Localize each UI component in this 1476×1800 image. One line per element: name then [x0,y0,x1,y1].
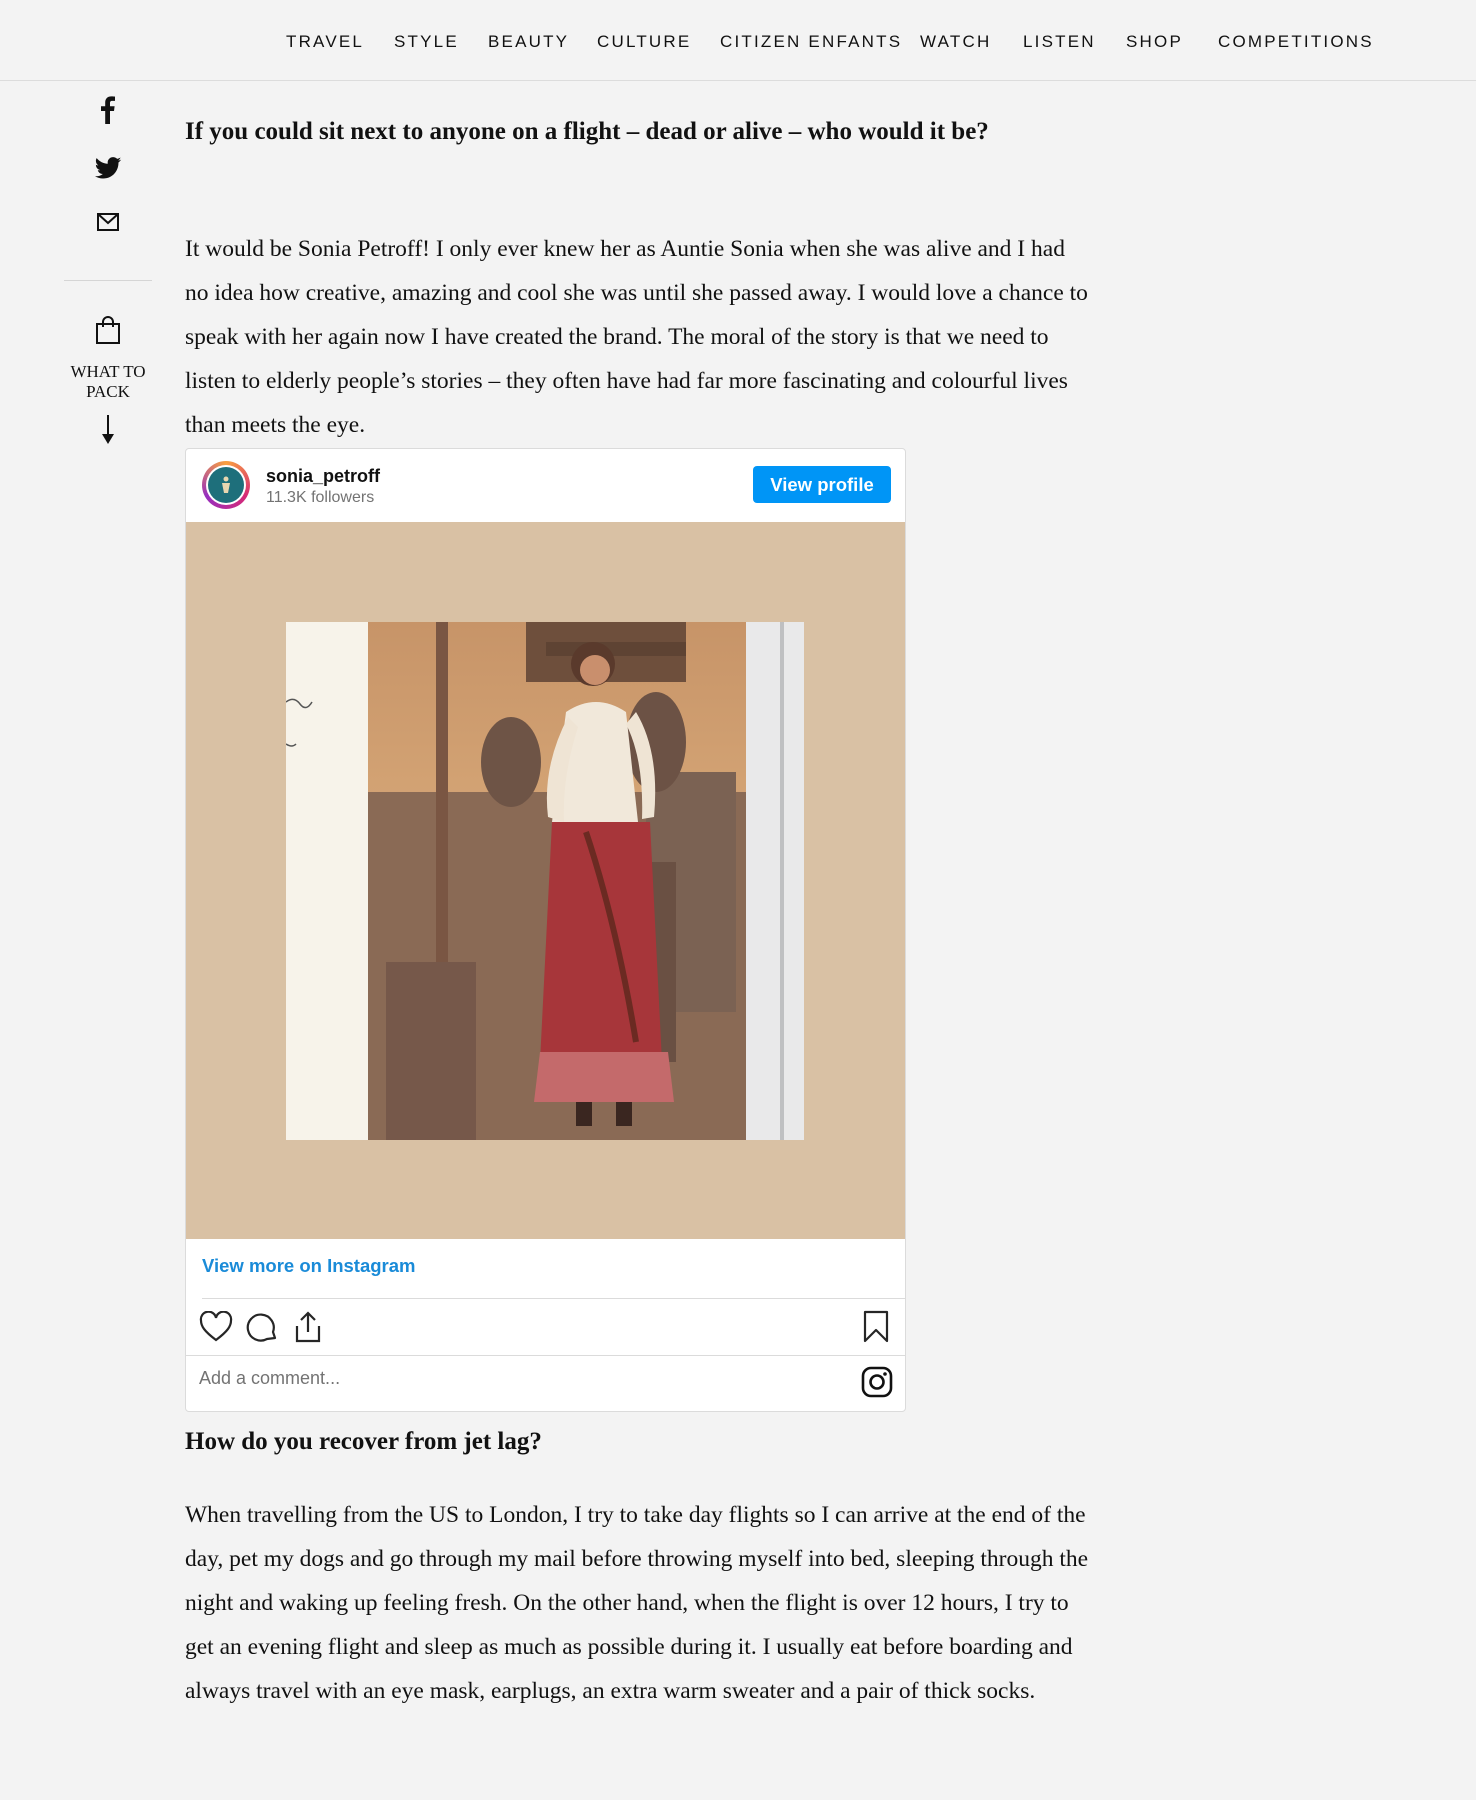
arrow-down-icon[interactable] [92,414,124,446]
shopping-bag-icon[interactable] [92,314,124,346]
follower-count: 11.3K followers [266,489,375,506]
divider [186,1355,905,1356]
vintage-photo-image [286,622,804,1140]
instagram-header [186,449,905,522]
nav-item-style[interactable]: STYLE [394,32,459,51]
nav-item-citizen-enfants[interactable]: CITIZEN ENFANTS [720,32,903,51]
view-profile-button[interactable]: View profile [753,466,891,503]
view-more-link[interactable]: View more on Instagram [202,1255,416,1276]
instagram-actions [186,1299,905,1355]
question-heading: How do you recover from jet lag? [185,1428,542,1455]
instagram-logo-icon[interactable] [861,1366,893,1398]
heart-icon[interactable] [198,1309,234,1345]
question-heading: If you could sit next to anyone on a flight – dead or alive – who would it be? [185,118,989,145]
share-icon[interactable] [290,1309,326,1345]
instagram-photo[interactable] [186,522,905,1239]
email-icon[interactable] [92,206,124,238]
avatar[interactable] [202,461,250,509]
nav-item-beauty[interactable]: BEAUTY [488,32,570,51]
instagram-embed [185,448,906,1412]
what-to-pack-label[interactable]: WHAT TO PACK [70,362,146,401]
bookmark-icon[interactable] [858,1309,894,1345]
nav-item-watch[interactable]: WATCH [920,32,992,51]
facebook-icon[interactable] [92,94,124,126]
avatar-logo-icon [219,475,233,495]
comment-icon[interactable] [244,1309,280,1345]
nav-item-listen[interactable]: LISTEN [1023,32,1096,51]
nav-item-travel[interactable]: TRAVEL [286,32,365,51]
nav-item-culture[interactable]: CULTURE [597,32,692,51]
comment-input[interactable]: Add a comment... [199,1368,341,1388]
answer-paragraph: When travelling from the US to London, I try to take day flights so I can arrive at the end of the day, pet my dogs and go through my mail before throwing myself into bed, sleeping through the night and waking up feeling fresh. On the other hand, when the flight is over 12 hours, I try to get an evening flight and sleep as much as possible during it. I usually eat before boarding and always travel with an eye mask, earplugs, an extra warm sweater and a pair of thick socks. [185,1502,1089,1704]
top-navigation [0,0,1476,81]
twitter-icon[interactable] [92,152,124,184]
answer-paragraph: It would be Sonia Petroff! I only ever knew her as Auntie Sonia when she was alive and I had no idea how creative, amazing and cool she was until she passed away. I would love a chance to speak with her again now I have created the brand. The moral of the story is that we need to listen to elderly people’s stories – they often have had far more fascinating and colourful lives than meets the eye. [185,236,1088,438]
nav-menu [0,0,1476,80]
nav-item-competitions[interactable]: COMPETITIONS [1218,32,1374,51]
instagram-username[interactable]: sonia_petroff [266,466,381,486]
nav-item-shop[interactable]: SHOP [1126,32,1183,51]
rail-divider [64,280,152,281]
